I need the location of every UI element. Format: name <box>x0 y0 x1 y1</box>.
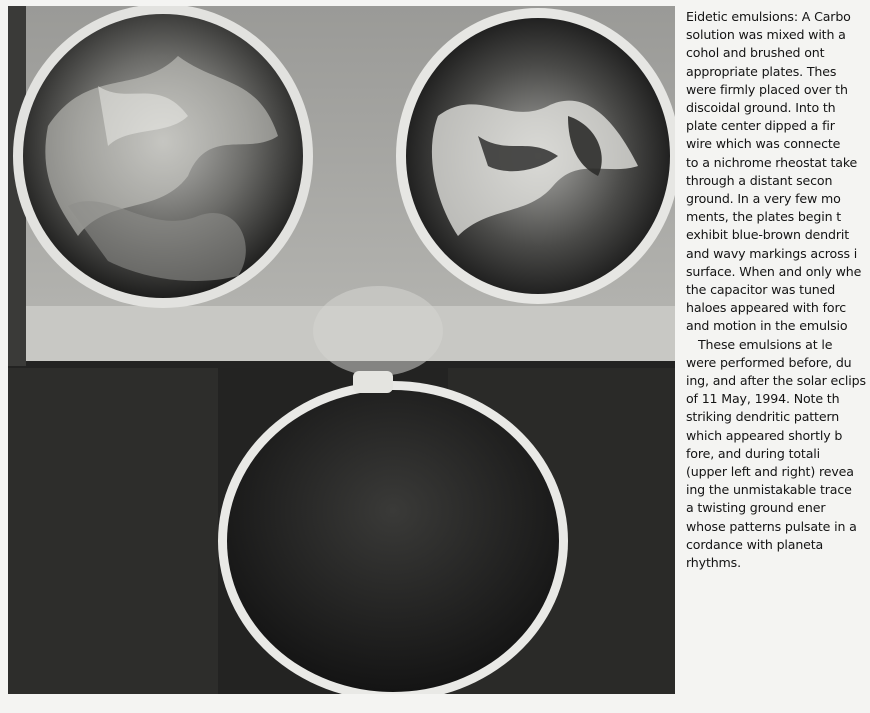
caption-line: discoidal ground. Into th <box>686 100 836 116</box>
caption-line: ing the unmistakable trace <box>686 482 852 498</box>
caption-line: striking dendritic pattern <box>686 409 840 425</box>
caption-paragraph-2 <box>686 336 870 573</box>
caption-line: plate center dipped a fir <box>686 118 835 134</box>
caption-line: ing, and after the solar eclips <box>686 373 866 389</box>
caption-line: of 11 May, 1994. Note th <box>686 391 840 407</box>
caption-line: and wavy markings across i <box>686 245 858 261</box>
caption-line: cordance with planeta <box>686 536 824 552</box>
caption-line: and motion in the emulsio <box>686 318 848 334</box>
caption-line: (upper left and right) revea <box>686 464 854 480</box>
caption-line: These emulsions at le <box>698 336 833 352</box>
caption-line: the capacitor was tuned <box>686 282 836 298</box>
caption-line: haloes appeared with forc <box>686 300 846 316</box>
caption-line: ground. In a very few mo <box>686 191 841 207</box>
caption-line: were performed before, du <box>686 354 852 370</box>
caption-line: whose patterns pulsate in a <box>686 518 857 534</box>
caption-line: surface. When and only whe <box>686 263 862 279</box>
caption-line: through a distant secon <box>686 172 833 188</box>
caption-line: rhythms. <box>686 555 741 571</box>
caption-paragraph-1 <box>686 8 870 336</box>
caption-line: exhibit blue-brown dendrit <box>686 227 849 243</box>
caption-line: cohol and brushed ont <box>686 45 825 61</box>
emulsion-plates-photo <box>8 6 675 694</box>
caption-line: solution was mixed with a <box>686 27 846 43</box>
caption-line: appropriate plates. Thes <box>686 63 837 79</box>
caption-line: were firmly placed over th <box>686 81 848 97</box>
caption-line: a twisting ground ener <box>686 500 826 516</box>
caption-line: Eidetic emulsions: A Carbo <box>686 9 851 24</box>
caption-line: ments, the plates begin t <box>686 209 842 225</box>
caption-line: which appeared shortly b <box>686 427 843 443</box>
caption <box>686 8 870 698</box>
caption-line: to a nichrome rheostat take <box>686 154 858 170</box>
caption-line: fore, and during totali <box>686 445 820 461</box>
caption-line: wire which was connecte <box>686 136 841 152</box>
